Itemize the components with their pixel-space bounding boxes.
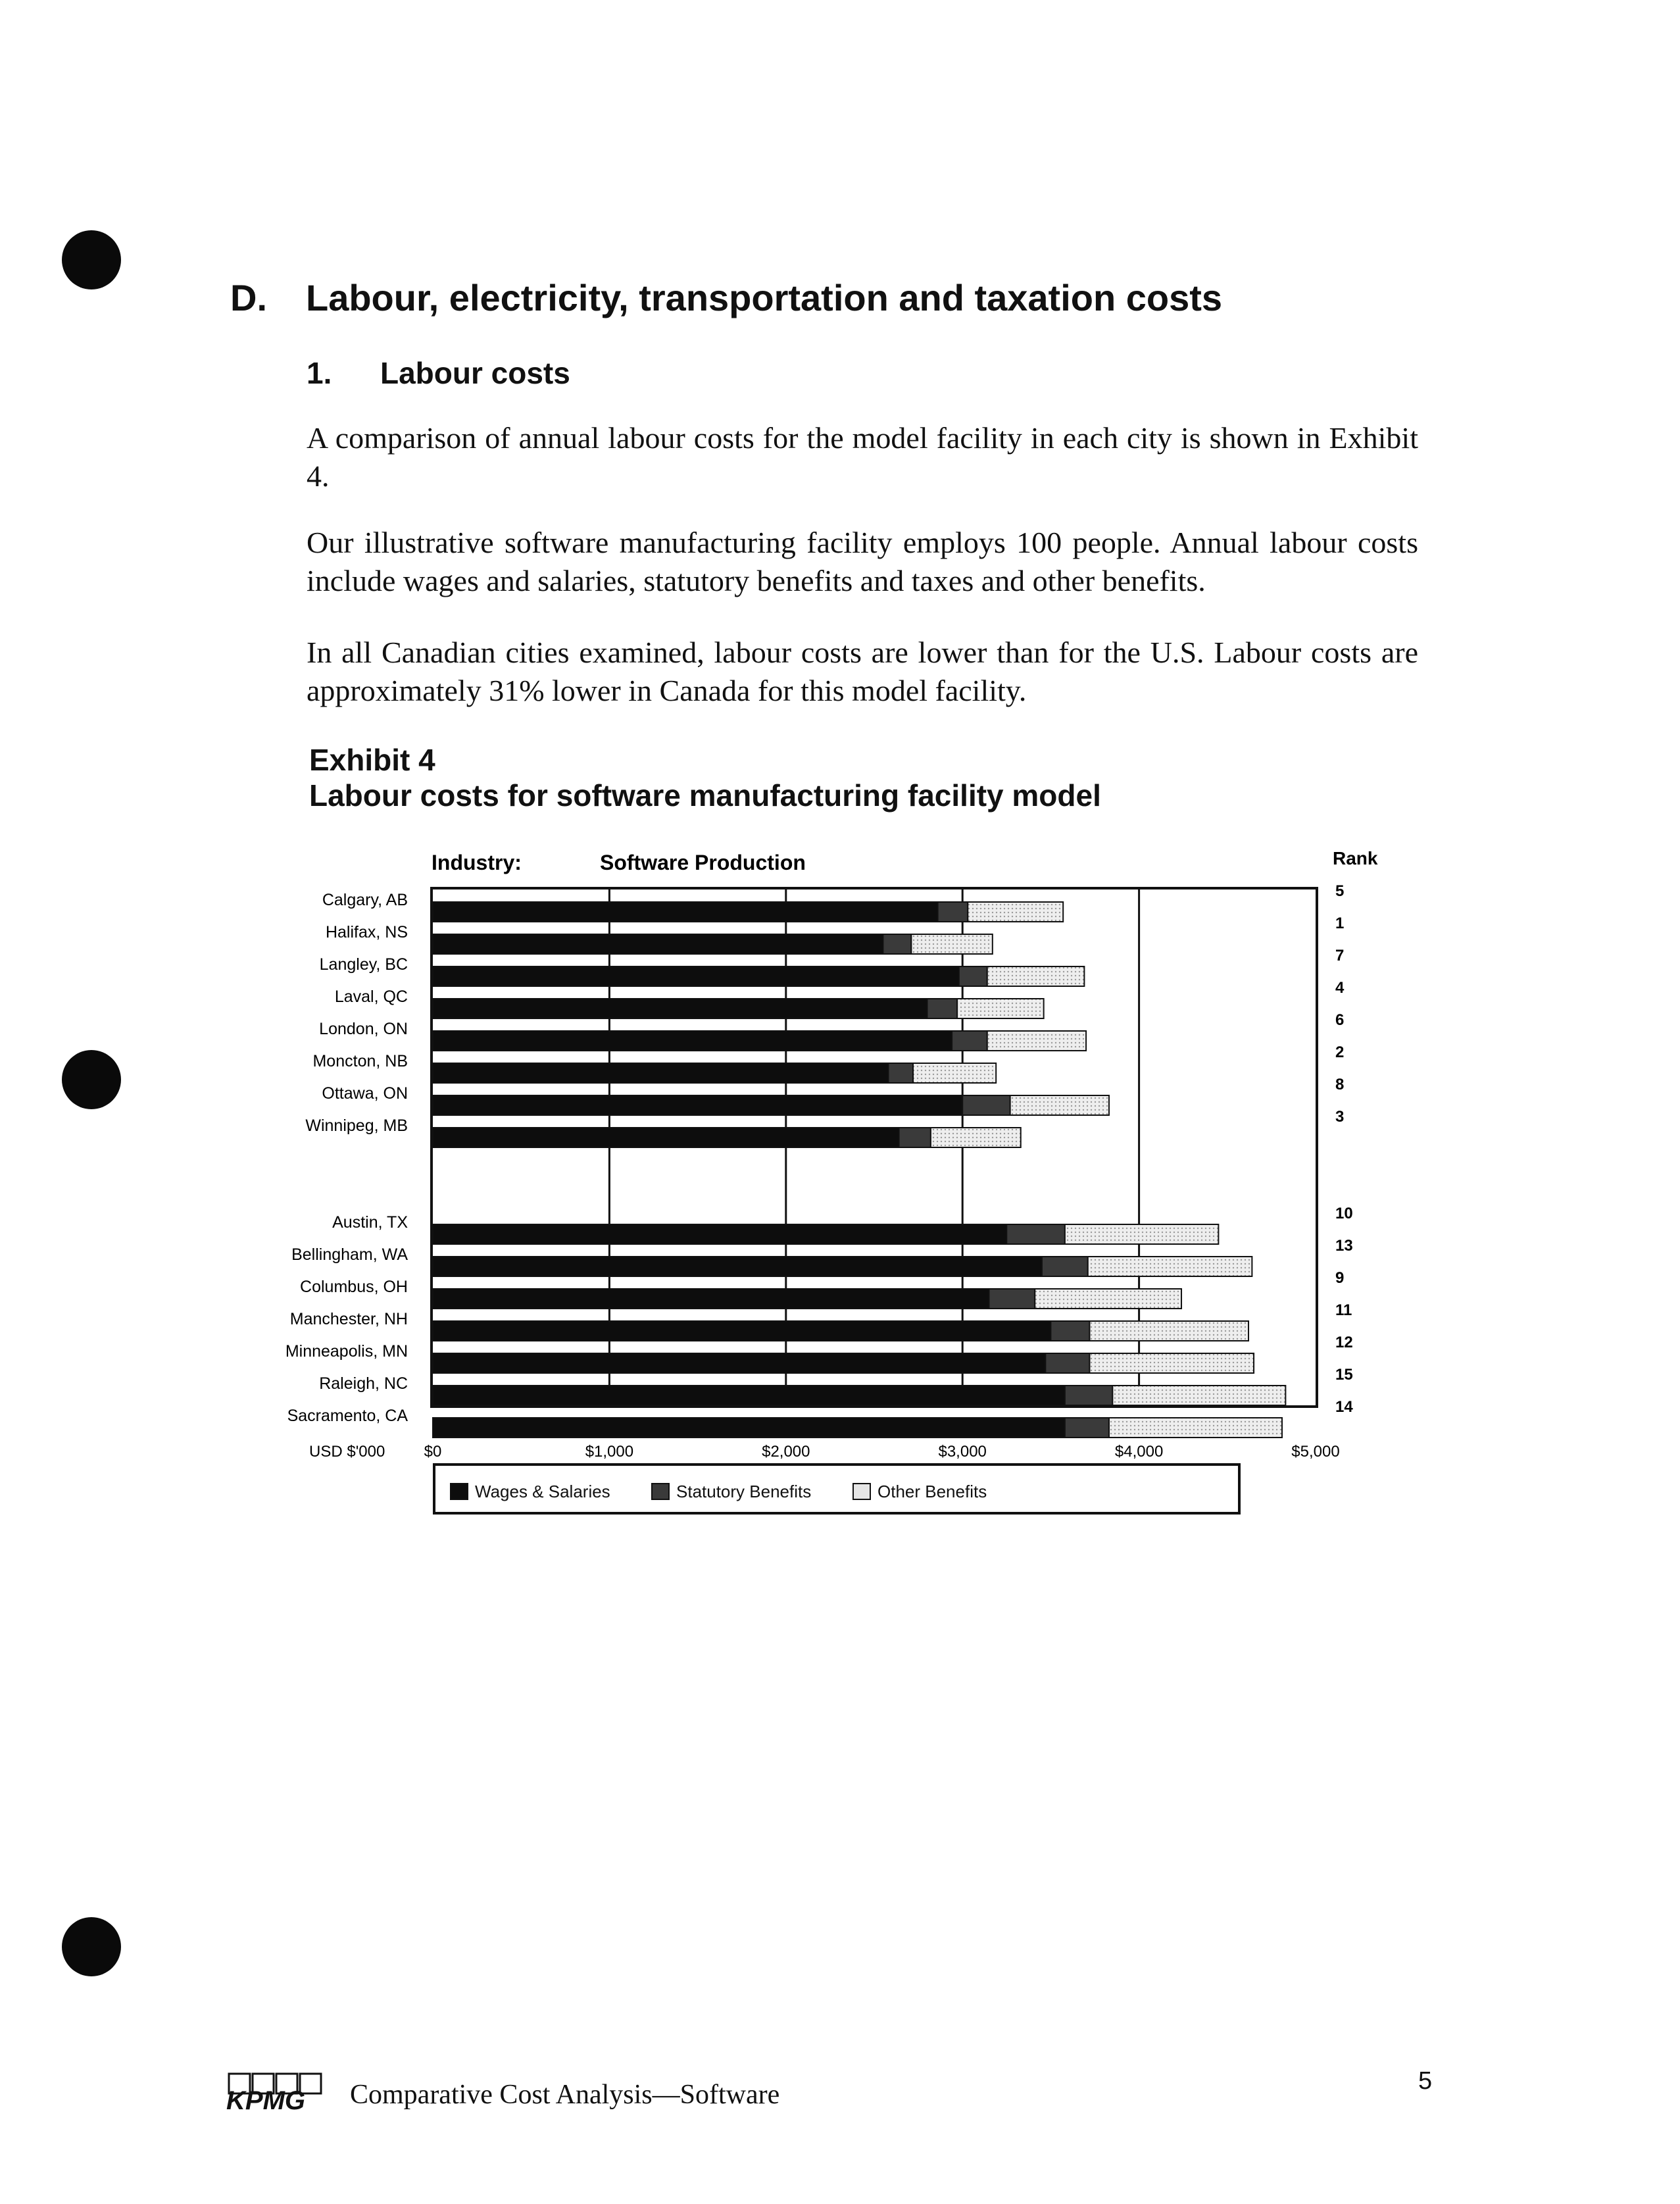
subsection-number: 1. [307,356,332,390]
bar-wages [433,966,959,986]
rank-value: 2 [1335,1043,1345,1061]
footer-title: Comparative Cost Analysis—Software [350,2080,780,2110]
x-tick-label: $1,000 [585,1443,634,1461]
bar-wages [433,1224,1006,1244]
bar-other [1109,1418,1282,1438]
legend-swatch-wages [450,1483,468,1500]
legend-swatch-other [852,1483,871,1500]
bar-other [1089,1353,1254,1373]
rank-value: 12 [1335,1334,1353,1351]
rank-value: 10 [1335,1205,1353,1222]
x-tick-label: $5,000 [1291,1443,1340,1461]
section-letter: D. [230,277,267,318]
legend-label-statutory: Statutory Benefits [676,1482,812,1501]
category-label: Minneapolis, MN [285,1342,408,1361]
category-label: Manchester, NH [289,1310,408,1328]
labour-cost-chart [0,836,1680,1493]
category-label: London, ON [319,1020,408,1038]
bar-statutory [1045,1353,1089,1373]
page-number: 5 [1418,2067,1433,2095]
legend-swatch-statutory [651,1483,670,1500]
rank-value: 14 [1335,1398,1353,1416]
category-label: Halifax, NS [325,923,408,941]
x-tick-label: $4,000 [1114,1443,1164,1461]
bar-other [957,999,1044,1018]
rank-value: 4 [1335,979,1345,997]
paragraph-facility: Our illustrative software manufacturing facility employs 100 people. Annual labour costs include wages and salaries, statutory benefits and taxes and other benefits. [307,526,1418,597]
x-tick-label: $2,000 [762,1443,810,1461]
paragraph-canada: In all Canadian cities examined, labour costs are lower than for the U.S. Labour costs are approximately 31% lower in Canada for this model facility. [307,636,1418,707]
rank-header: Rank [1333,848,1378,868]
bar-statutory [899,1128,931,1147]
chart-legend [433,1463,1241,1515]
bar-statutory [927,999,958,1018]
axis-unit-label: USD $'000 [309,1443,385,1461]
kpmg-logo [224,2072,322,2111]
x-tick-label: $3,000 [938,1443,987,1461]
bar-other [913,1063,996,1083]
exhibit-heading [309,742,1101,813]
industry-label: Industry: [432,851,522,874]
kpmg-logo-text: KPMG [226,2086,305,2111]
bar-statutory [989,1289,1035,1309]
bar-wages [433,999,927,1018]
category-label: Raleigh, NC [319,1374,408,1393]
category-label: Sacramento, CA [287,1407,408,1425]
bar-statutory [959,966,987,986]
rank-value: 8 [1335,1076,1345,1093]
category-label: Bellingham, WA [291,1245,408,1264]
bar-wages [433,1031,952,1051]
bar-statutory [1065,1386,1112,1405]
bar-other [1089,1321,1248,1341]
bar-other [987,966,1085,986]
bar-statutory [888,1063,913,1083]
legend-item-wages [450,1482,610,1502]
bar-statutory [1050,1321,1089,1341]
bar-statutory [1006,1224,1065,1244]
bar-statutory [962,1095,1010,1115]
bar-other [1112,1386,1285,1405]
bar-other [1035,1289,1181,1309]
bar-wages [433,1257,1042,1276]
bar-other [931,1128,1021,1147]
bar-wages [433,1289,989,1309]
rank-value: 5 [1335,882,1345,900]
rank-value: 3 [1335,1108,1345,1126]
category-label: Columbus, OH [300,1278,408,1296]
rank-value: 15 [1335,1366,1353,1384]
legend-label-other: Other Benefits [877,1482,987,1501]
category-label: Ottawa, ON [322,1084,408,1103]
x-tick-label: $0 [424,1443,442,1461]
subsection-heading [307,355,570,391]
section-heading [230,276,1222,319]
rank-value: 1 [1335,914,1345,932]
category-label: Laval, QC [334,988,408,1006]
exhibit-title: Labour costs for software manufacturing facility model [309,778,1101,813]
bar-wages [433,902,938,922]
bar-statutory [938,902,968,922]
bar-other [1088,1257,1252,1276]
bar-other [987,1031,1086,1051]
bar-statutory [1065,1418,1109,1438]
category-label: Winnipeg, MB [305,1116,408,1135]
bar-wages [433,1063,888,1083]
legend-item-statutory [651,1482,811,1502]
binder-hole-top [62,230,121,289]
bar-wages [433,1418,1065,1438]
legend-label-wages: Wages & Salaries [475,1482,610,1501]
category-label: Moncton, NB [312,1052,408,1070]
subsection-title: Labour costs [380,356,570,390]
legend-item-other [852,1482,987,1502]
bar-wages [433,1095,962,1115]
binder-hole-bottom [62,1917,121,1976]
section-title: Labour, electricity, transportation and taxation costs [306,277,1223,318]
bar-statutory [952,1031,987,1051]
category-label: Langley, BC [319,955,408,974]
bar-wages [433,1321,1050,1341]
exhibit-label: Exhibit 4 [309,743,435,777]
bar-statutory [1042,1257,1088,1276]
bar-other [968,902,1063,922]
bar-wages [433,1386,1065,1405]
bar-statutory [883,934,911,954]
bar-other [1065,1224,1219,1244]
rank-value: 11 [1335,1301,1352,1319]
bar-other [911,934,992,954]
rank-value: 7 [1335,947,1345,964]
rank-value: 9 [1335,1269,1345,1287]
bar-wages [433,1128,899,1147]
bar-other [1010,1095,1109,1115]
bar-wages [433,1353,1045,1373]
paragraph-intro: A comparison of annual labour costs for the model facility in each city is shown in Exhibit 4. [307,421,1418,493]
rank-value: 13 [1335,1237,1353,1255]
rank-value: 6 [1335,1011,1345,1029]
industry-value: Software Production [600,851,806,874]
bar-wages [433,934,883,954]
category-label: Calgary, AB [322,891,408,909]
category-label: Austin, TX [332,1213,408,1232]
